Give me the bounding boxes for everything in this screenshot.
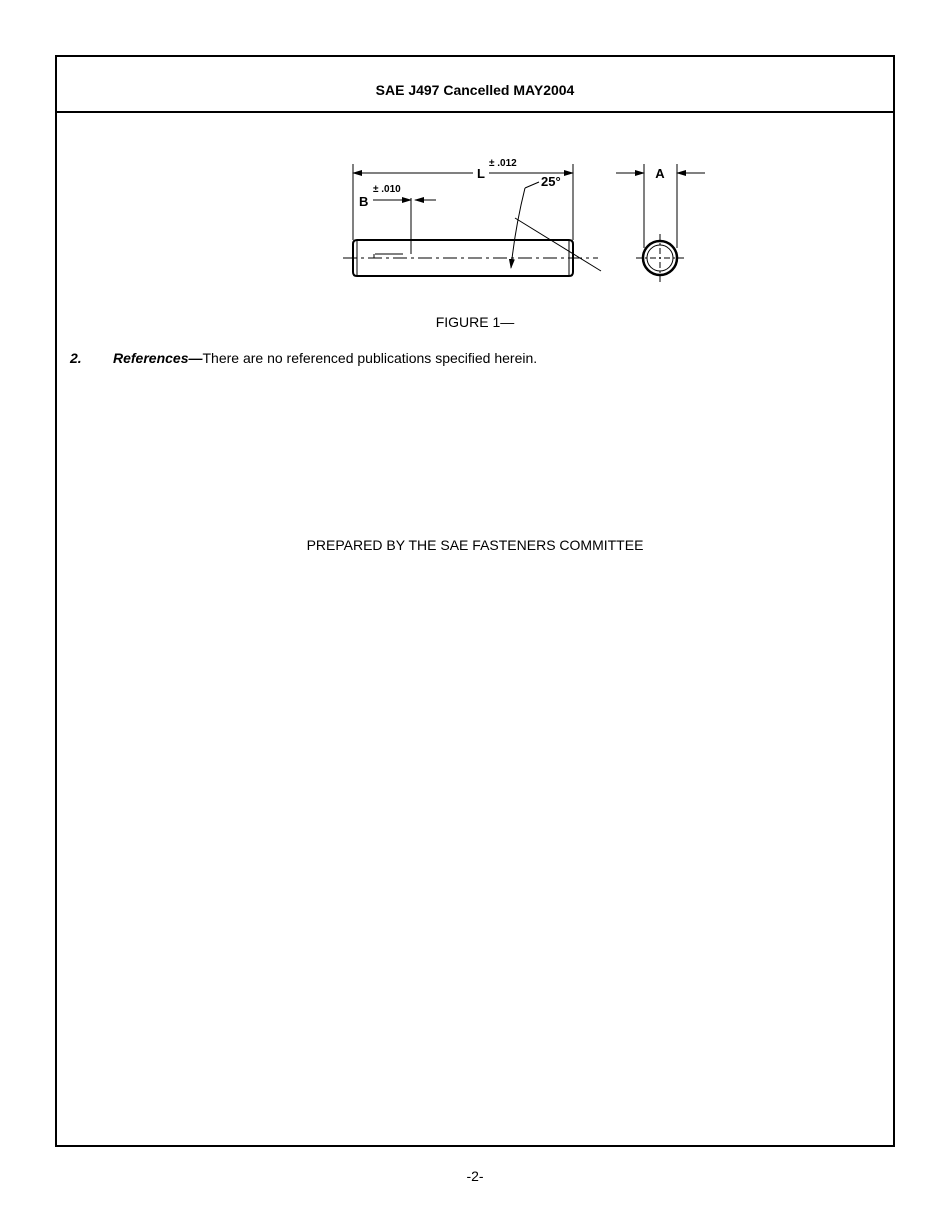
section-heading: References— (113, 350, 203, 366)
page-number: -2- (466, 1168, 484, 1184)
pin-end-view (616, 164, 705, 282)
dimension-b-label: B (359, 194, 369, 209)
page-frame (55, 55, 895, 1147)
dimension-l (353, 164, 573, 240)
section-text: There are no referenced publications specified herein. (202, 350, 538, 366)
tolerance-b-label: ± .010 (373, 184, 401, 195)
angle-label: 25° (541, 174, 561, 189)
figure-1-drawing (293, 148, 713, 288)
section-references (70, 350, 537, 366)
dimension-b (373, 198, 436, 258)
figure-caption: FIGURE 1— (435, 314, 515, 330)
dimension-a-label: A (655, 166, 665, 181)
prepared-by-statement: PREPARED BY THE SAE FASTENERS COMMITTEE (306, 537, 644, 553)
section-number: 2. (70, 350, 82, 366)
document-title: SAE J497 Cancelled MAY2004 (375, 82, 575, 98)
header-bar (57, 57, 893, 113)
dimension-l-label: L (477, 166, 485, 181)
tolerance-l-label: ± .012 (489, 158, 517, 169)
